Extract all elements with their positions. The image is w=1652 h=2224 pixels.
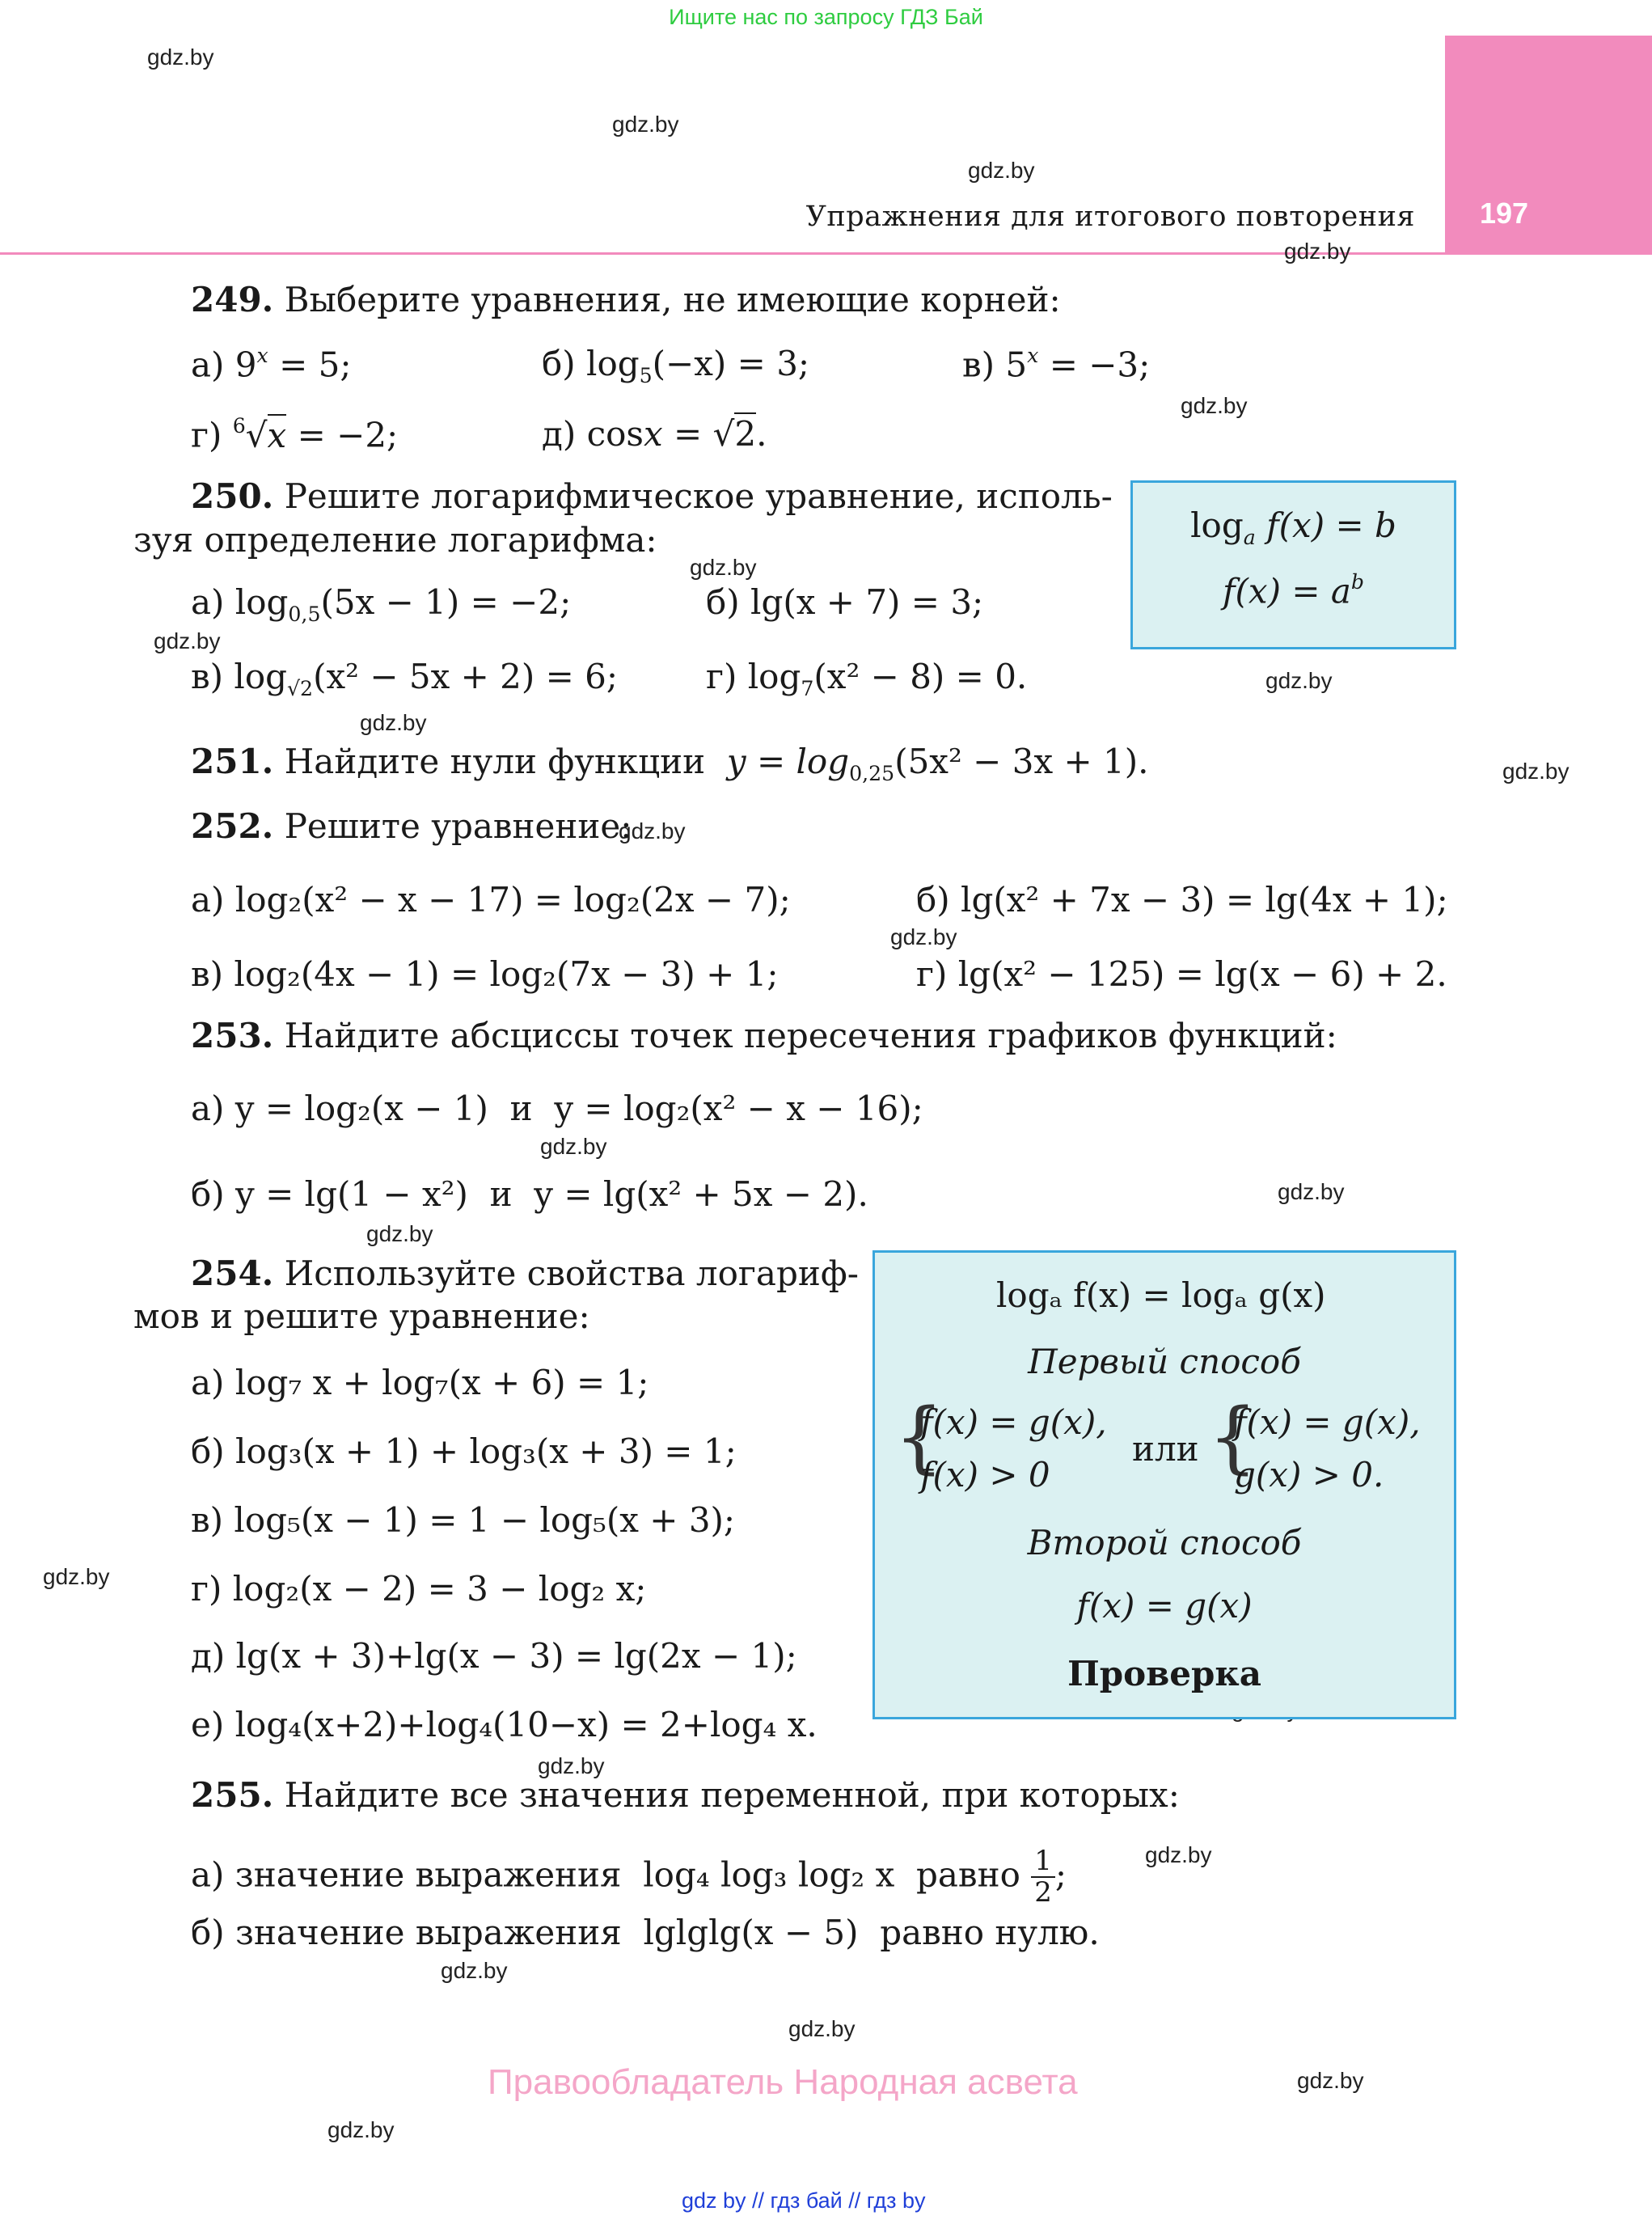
or-word: или — [1132, 1429, 1199, 1469]
problem-252-statement: 252. Решите уравнение: — [191, 806, 632, 846]
system-1-line-2: f(x) > 0 — [920, 1455, 1050, 1495]
watermark: gdz.by — [1265, 668, 1333, 693]
problem-250-d: г) $\log_7(x^2 - 8) = 0$. — [706, 657, 1028, 700]
footer-links[interactable]: gdz by // гдз бай // гдз by — [682, 2188, 926, 2213]
watermark: gdz.by — [1278, 1179, 1345, 1204]
definition-box — [1130, 480, 1456, 649]
check-label: Проверка — [1067, 1654, 1261, 1693]
method-2-heading: Второй способ — [1027, 1523, 1302, 1562]
problem-254-item: е) log₄(x+2)+log₄(10−x) = 2+log₄ x. — [191, 1705, 818, 1744]
problem-252-d: г) lg(x² − 125) = lg(x − 6) + 2. — [916, 954, 1447, 994]
watermark: gdz.by — [788, 2016, 856, 2041]
problem-254-item: б) log₃(x + 1) + log₃(x + 3) = 1; — [191, 1431, 737, 1471]
problem-250-statement: 250. Решите логарифмическое уравнение, исполь- — [191, 476, 1113, 516]
copyright-notice: Правообладатель Народная асвета — [488, 2062, 1078, 2102]
definition-line-2: $f(x) = a^b$ — [1222, 570, 1365, 611]
problem-251-statement: 251. Найдите нули функции $y = \log_{0,25}(5x^2 - 3x + 1)$. — [191, 742, 1149, 785]
problem-250-a: а) $\log_{0,5}(5x - 1) = -2$; — [191, 582, 572, 626]
problem-249-d: г) $^6$√x = −2; — [191, 414, 399, 455]
problem-250-statement-cont: зуя определение логарифма: — [133, 520, 657, 560]
watermark: gdz.by — [690, 555, 757, 580]
problem-249-c: в) $5^x = -3$; — [962, 344, 1151, 385]
method-2-equation: f(x) = g(x) — [1076, 1586, 1253, 1626]
watermark: gdz.by — [619, 818, 686, 844]
system-2-line-1: f(x) = g(x), — [1234, 1402, 1421, 1442]
running-header: Упражнения для итогового повторения — [805, 201, 1415, 233]
problem-249-e: д) cosx = √2. — [542, 414, 767, 454]
watermark: gdz.by — [1297, 2068, 1364, 2093]
watermark: gdz.by — [147, 44, 214, 70]
problem-252-b: б) lg(x² + 7x − 3) = lg(4x + 1); — [916, 880, 1448, 920]
problem-254-item: г) log₂(x − 2) = 3 − log₂ x; — [191, 1569, 647, 1609]
system-2-brace: { — [1208, 1392, 1258, 1482]
problem-249-b: б) $\log_5(-x) = 3$; — [542, 344, 810, 387]
page-number: 197 — [1479, 197, 1529, 230]
watermark: gdz.by — [612, 112, 679, 137]
problem-254-item: д) lg(x + 3)+lg(x − 3) = lg(2x − 1); — [191, 1636, 797, 1676]
problem-253-b: б) y = lg(1 − x²) и y = lg(x² + 5x − 2). — [191, 1174, 868, 1214]
problem-253-statement: 253. Найдите абсциссы точек пересечения графиков функций: — [191, 1016, 1337, 1055]
watermark: gdz.by — [968, 158, 1035, 183]
problem-252-a: а) log₂(x² − x − 17) = log₂(2x − 7); — [191, 880, 791, 920]
watermark: gdz.by — [540, 1134, 607, 1159]
problem-254-statement-cont: мов и решите уравнение: — [133, 1296, 590, 1336]
method-box-title: logₐ f(x) = logₐ g(x) — [996, 1275, 1326, 1315]
problem-255-a: а) значение выражения log₄ log₃ log₂ x равно $\frac{1}{2}$ ; — [191, 1845, 1067, 1909]
system-2-line-2: g(x) > 0. — [1234, 1455, 1384, 1495]
problem-255-statement: 255. Найдите все значения переменной, при которых: — [191, 1775, 1180, 1815]
problem-254-item: а) log₇ x + log₇(x + 6) = 1; — [191, 1363, 649, 1402]
fraction-one-half: $\frac{1}{2}$ — [1031, 1846, 1055, 1909]
watermark: gdz.by — [43, 1564, 110, 1589]
top-banner: Ищите нас по запросу ГДЗ Бай — [669, 5, 983, 29]
watermark: gdz.by — [1145, 1842, 1212, 1867]
system-1-brace: { — [894, 1392, 944, 1482]
watermark: gdz.by — [441, 1958, 508, 1983]
header-divider — [0, 252, 1652, 255]
problem-250-c: в) $\log_{√2}(x^2 - 5x + 2) = 6$; — [191, 657, 619, 700]
watermark: gdz.by — [366, 1221, 433, 1246]
problem-255-b: б) значение выражения lglglg(x − 5) равно нулю. — [191, 1913, 1100, 1952]
problem-250-b: б) lg(x + 7) = 3; — [706, 582, 984, 622]
watermark: gdz.by — [1502, 759, 1570, 784]
method-1-heading: Первый способ — [1028, 1342, 1301, 1381]
watermark: gdz.by — [1181, 393, 1248, 418]
watermark: gdz.by — [360, 710, 427, 735]
problem-249-statement: 249. Выберите уравнения, не имеющие корней: — [191, 280, 1061, 319]
watermark: gdz.by — [538, 1753, 605, 1778]
system-1-line-1: f(x) = g(x), — [920, 1402, 1107, 1442]
problem-254-item: в) log₅(x − 1) = 1 − log₅(x + 3); — [191, 1500, 736, 1540]
watermark: gdz.by — [890, 924, 957, 949]
watermark: gdz.by — [327, 2117, 395, 2142]
problem-252-c: в) log₂(4x − 1) = log₂(7x − 3) + 1; — [191, 954, 779, 994]
watermark: gdz.by — [1284, 239, 1351, 264]
problem-254-statement: 254. Используйте свойства логариф- — [191, 1254, 859, 1293]
problem-253-a: а) y = log₂(x − 1) и y = log₂(x² − x − 16); — [191, 1089, 923, 1128]
definition-line-1: $\log_a f(x) = b$ — [1190, 505, 1396, 549]
method-box — [872, 1250, 1456, 1719]
watermark: gdz.by — [154, 628, 221, 653]
problem-249-a: а) $9^x = 5$; — [191, 344, 352, 385]
